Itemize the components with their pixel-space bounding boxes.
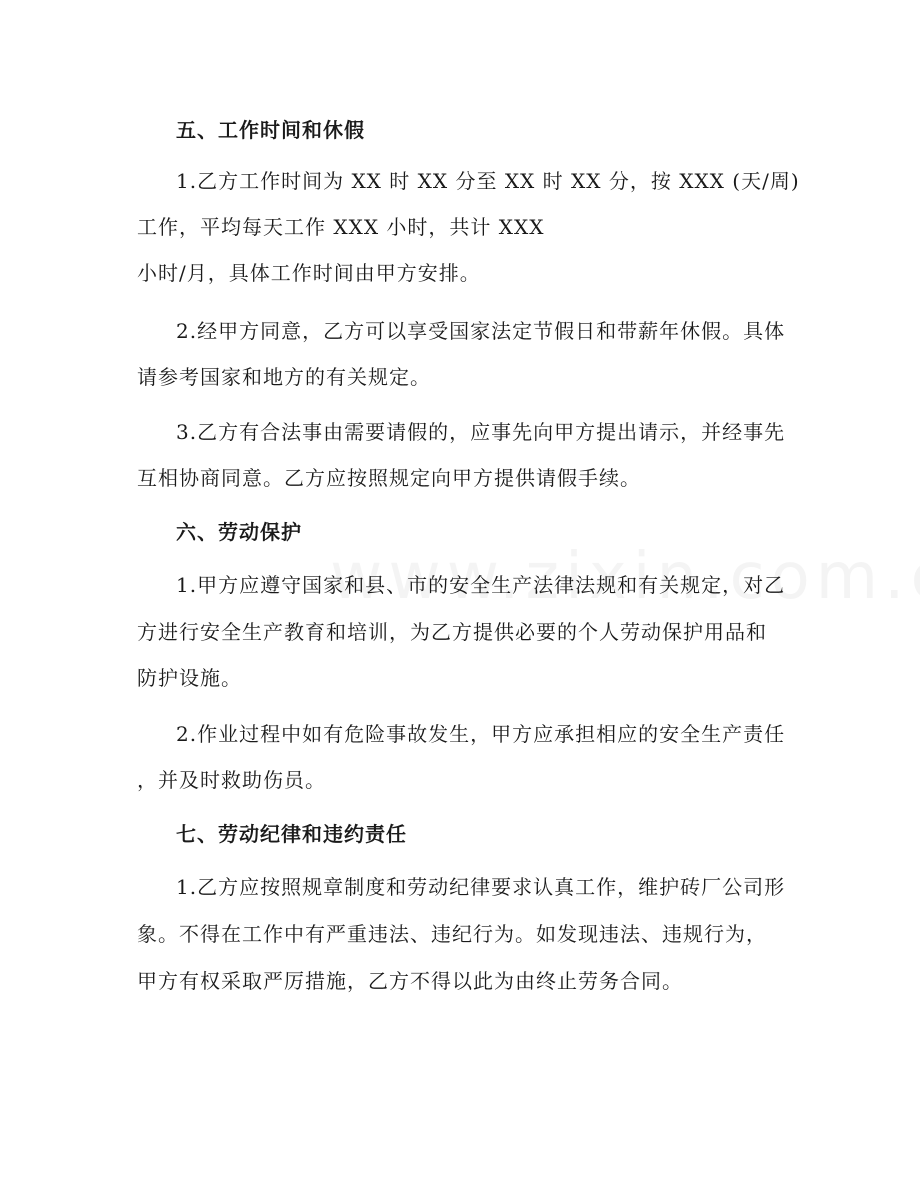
paragraph-line: 1.甲方应遵守国家和县、市的安全生产法律法规和有关规定，对乙	[176, 573, 786, 597]
paragraph-line: 小时/月，具体工作时间由甲方安排。	[137, 261, 481, 285]
paragraph-line: 工作，平均每天工作 XXX 小时，共计 XXX	[137, 215, 545, 239]
section-heading-7: 七、劳动纪律和违约责任	[176, 822, 407, 846]
paragraph-line: 1.乙方工作时间为 XX 时 XX 分至 XX 时 XX 分，按 XXX (天/周)	[176, 169, 800, 193]
paragraph-line: 防护设施。	[137, 666, 242, 690]
section-heading-6: 六、劳动保护	[176, 520, 302, 544]
section-heading-5: 五、工作时间和休假	[176, 118, 365, 142]
paragraph-line: 方进行安全生产教育和培训，为乙方提供必要的个人劳动保护用品和	[137, 620, 767, 644]
paragraph-line: 3.乙方有合法事由需要请假的，应事先向甲方提出请示，并经事先	[176, 420, 786, 444]
paragraph-line: 请参考国家和地方的有关规定。	[137, 365, 431, 389]
paragraph-line: 2.经甲方同意，乙方可以享受国家法定节假日和带薪年休假。具体	[176, 319, 786, 343]
paragraph-line: 甲方有权采取严厉措施，乙方不得以此为由终止劳务合同。	[137, 969, 683, 993]
paragraph-line: 象。不得在工作中有严重违法、违纪行为。如发现违法、违规行为，	[137, 922, 767, 946]
paragraph-line: 2.作业过程中如有危险事故发生，甲方应承担相应的安全生产责任	[176, 722, 786, 746]
paragraph-line: 1.乙方应按照规章制度和劳动纪律要求认真工作，维护砖厂公司形	[176, 875, 786, 899]
paragraph-line: 互相协商同意。乙方应按照规定向甲方提供请假手续。	[137, 466, 641, 490]
paragraph-line: ，并及时救助伤员。	[137, 768, 326, 792]
